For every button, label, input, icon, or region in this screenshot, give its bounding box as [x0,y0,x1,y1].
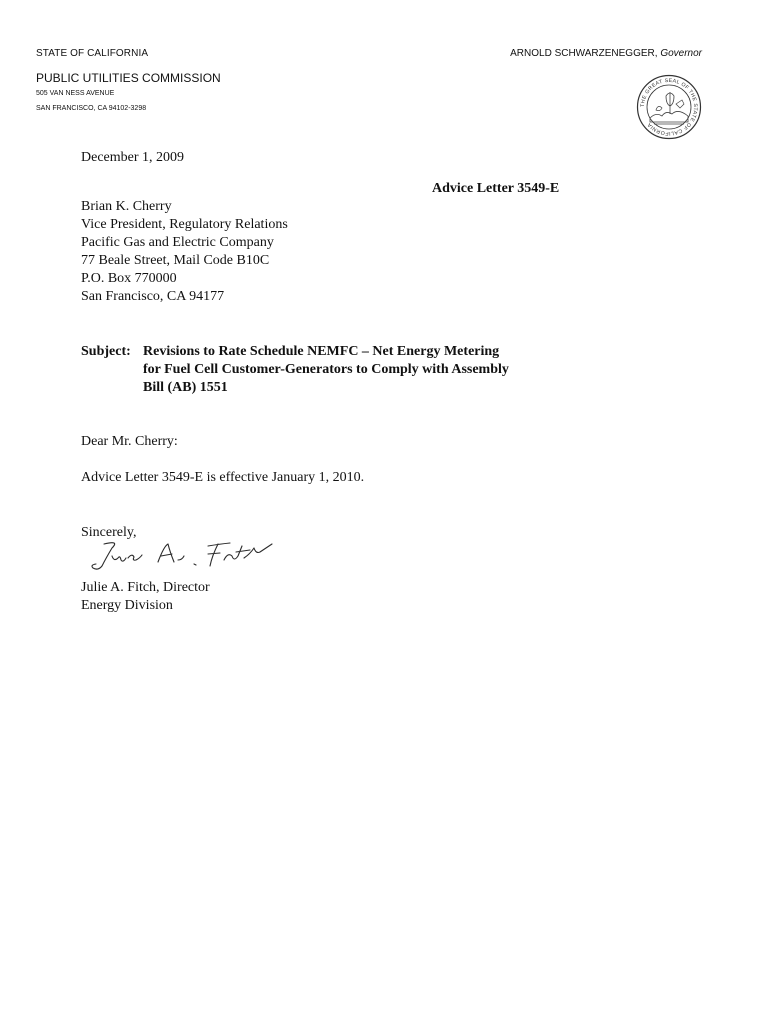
closing: Sincerely, [81,525,137,540]
recipient-street: 77 Beale Street, Mail Code B10C [81,253,270,268]
agency-name: PUBLIC UTILITIES COMMISSION [36,71,221,85]
state-seal-icon [636,74,702,140]
signer-name-title: Julie A. Fitch, Director [81,580,210,595]
agency-address-street: 505 VAN NESS AVENUE [36,90,115,97]
subject-line: for Fuel Cell Customer-Generators to Comply with Assembly [143,362,509,377]
advice-letter-reference: Advice Letter 3549-E [432,181,560,196]
signer-division: Energy Division [81,598,173,613]
agency-address-city: SAN FRANCISCO, CA 94102-3298 [36,105,147,112]
svg-text:THE GREAT SEAL OF THE STATE OF [640,78,698,136]
handwritten-signature [90,538,280,572]
letter-date: December 1, 2009 [81,150,185,165]
salutation: Dear Mr. Cherry: [81,434,178,449]
letter-body: Advice Letter 3549-E is effective January 1, 2010. [81,470,365,485]
recipient-name: Brian K. Cherry [81,199,172,214]
recipient-po-box: P.O. Box 770000 [81,271,177,286]
state-header: STATE OF CALIFORNIA [36,48,149,59]
recipient-title: Vice President, Regulatory Relations [81,217,288,232]
governor-header [510,48,702,59]
seal-text: THE GREAT SEAL OF THE STATE OF CALIFORNIA [639,77,699,137]
subject-line: Bill (AB) 1551 [143,380,228,395]
governor-title: Governor [660,48,702,59]
subject-line: Revisions to Rate Schedule NEMFC – Net Energy Metering [143,344,500,359]
recipient-city: San Francisco, CA 94177 [81,289,225,304]
recipient-company: Pacific Gas and Electric Company [81,235,274,250]
governor-name: ARNOLD SCHWARZENEGGER, [510,48,658,59]
subject-label: Subject: [81,344,131,359]
recipient-address-block [81,198,288,306]
